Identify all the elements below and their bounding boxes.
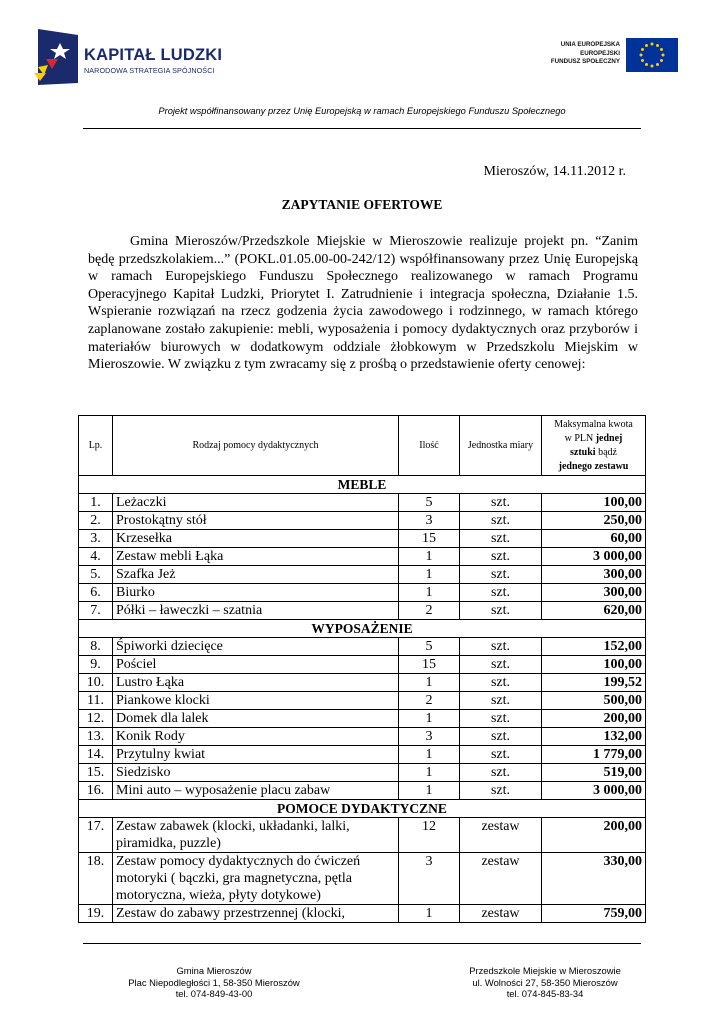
row-lp: 11. bbox=[79, 692, 113, 710]
row-unit: szt. bbox=[460, 638, 542, 656]
footer-right-line2: ul. Wolności 27, 58-350 Mieroszów bbox=[472, 976, 618, 988]
footer-left-line1: Gmina Mieroszów bbox=[176, 965, 252, 976]
footer-divider bbox=[83, 943, 641, 944]
row-max-price: 300,00 bbox=[542, 584, 646, 602]
eu-flag-icon bbox=[626, 38, 678, 72]
row-max-price: 1 779,00 bbox=[542, 746, 646, 764]
row-unit: szt. bbox=[460, 782, 542, 800]
row-max-price: 519,00 bbox=[542, 764, 646, 782]
row-max-price: 200,00 bbox=[542, 818, 646, 853]
row-item-name: Śpiworki dziecięce bbox=[113, 638, 399, 656]
row-unit: szt. bbox=[460, 710, 542, 728]
row-quantity: 2 bbox=[399, 602, 460, 620]
row-lp: 15. bbox=[79, 764, 113, 782]
row-max-price: 759,00 bbox=[542, 905, 646, 923]
header-price-line2: w PLN bbox=[564, 432, 594, 444]
footer-left-line2: Plac Niepodległości 1, 58-350 Mieroszów bbox=[128, 976, 300, 988]
row-unit: szt. bbox=[460, 584, 542, 602]
row-quantity: 2 bbox=[399, 692, 460, 710]
row-unit: szt. bbox=[460, 566, 542, 584]
row-lp: 1. bbox=[79, 494, 113, 512]
row-quantity: 5 bbox=[399, 494, 460, 512]
row-item-name: Zestaw mebli Łąka bbox=[113, 548, 399, 566]
table-header-row bbox=[79, 416, 646, 476]
table-row bbox=[79, 512, 646, 530]
row-max-price: 250,00 bbox=[542, 512, 646, 530]
row-unit: szt. bbox=[460, 764, 542, 782]
row-unit: zestaw bbox=[460, 853, 542, 905]
row-unit: szt. bbox=[460, 602, 542, 620]
row-quantity: 15 bbox=[399, 530, 460, 548]
row-lp: 5. bbox=[79, 566, 113, 584]
header-price-bold3: jednego zestawu bbox=[558, 460, 629, 472]
offer-table bbox=[78, 415, 646, 923]
row-quantity: 1 bbox=[399, 782, 460, 800]
section-row bbox=[79, 620, 646, 638]
row-lp: 7. bbox=[79, 602, 113, 620]
row-max-price: 300,00 bbox=[542, 566, 646, 584]
row-lp: 12. bbox=[79, 710, 113, 728]
row-item-name: Leżaczki bbox=[113, 494, 399, 512]
row-unit: szt. bbox=[460, 548, 542, 566]
row-lp: 9. bbox=[79, 656, 113, 674]
header-price-bold2: sztuki bbox=[570, 446, 596, 458]
row-quantity: 1 bbox=[399, 548, 460, 566]
row-item-name: Półki – ławeczki – szatnia bbox=[113, 602, 399, 620]
row-item-name: Zestaw do zabawy przestrzennej (klocki, bbox=[113, 905, 399, 923]
row-max-price: 132,00 bbox=[542, 728, 646, 746]
row-max-price: 100,00 bbox=[542, 656, 646, 674]
row-item-name: Siedzisko bbox=[113, 764, 399, 782]
footer-kindergarten bbox=[438, 965, 652, 1000]
row-item-name: Lustro Łąka bbox=[113, 674, 399, 692]
row-lp: 16. bbox=[79, 782, 113, 800]
row-quantity: 1 bbox=[399, 905, 460, 923]
header-unit: Jednostka miary bbox=[460, 416, 542, 476]
row-lp: 19. bbox=[79, 905, 113, 923]
header-divider bbox=[83, 128, 641, 129]
row-item-name: Przytulny kwiat bbox=[113, 746, 399, 764]
row-quantity: 1 bbox=[399, 764, 460, 782]
table-row bbox=[79, 638, 646, 656]
row-max-price: 330,00 bbox=[542, 853, 646, 905]
intro-paragraph bbox=[88, 233, 638, 374]
eu-efs-logo bbox=[532, 38, 680, 72]
logo-brand-subtitle: NARODOWA STRATEGIA SPÓJNOŚCI bbox=[84, 66, 215, 75]
table-row bbox=[79, 602, 646, 620]
row-unit: szt. bbox=[460, 728, 542, 746]
header-price-line1: Maksymalna kwota bbox=[554, 418, 633, 430]
logo-brand-name: KAPITAŁ LUDZKI bbox=[84, 46, 223, 64]
row-quantity: 3 bbox=[399, 728, 460, 746]
table-row bbox=[79, 818, 646, 853]
row-quantity: 12 bbox=[399, 818, 460, 853]
eu-logo-line2: EUROPEJSKI bbox=[580, 49, 620, 57]
table-row bbox=[79, 674, 646, 692]
row-lp: 3. bbox=[79, 530, 113, 548]
header-qty: Ilość bbox=[399, 416, 460, 476]
table-row bbox=[79, 710, 646, 728]
section-title: MEBLE bbox=[79, 476, 646, 494]
row-quantity: 1 bbox=[399, 566, 460, 584]
row-max-price: 200,00 bbox=[542, 710, 646, 728]
row-item-name: Biurko bbox=[113, 584, 399, 602]
row-max-price: 100,00 bbox=[542, 494, 646, 512]
table-row bbox=[79, 905, 646, 923]
funding-note: Projekt współfinansowany przez Unię Europejską w ramach Europejskiego Funduszu Społecznego bbox=[158, 106, 566, 116]
table-row bbox=[79, 584, 646, 602]
offer-table-body bbox=[79, 476, 646, 923]
row-item-name: Prostokątny stół bbox=[113, 512, 399, 530]
row-item-name: Konik Rody bbox=[113, 728, 399, 746]
table-row bbox=[79, 566, 646, 584]
table-row bbox=[79, 692, 646, 710]
row-quantity: 1 bbox=[399, 674, 460, 692]
document-title: ZAPYTANIE OFERTOWE bbox=[281, 197, 443, 212]
header-name: Rodzaj pomocy dydaktycznych bbox=[113, 416, 399, 476]
row-max-price: 620,00 bbox=[542, 602, 646, 620]
row-max-price: 3 000,00 bbox=[542, 782, 646, 800]
header-price-line3: bądź bbox=[598, 446, 617, 458]
row-unit: zestaw bbox=[460, 905, 542, 923]
section-row bbox=[79, 800, 646, 818]
row-lp: 14. bbox=[79, 746, 113, 764]
place-date: Mieroszów, 14.11.2012 r. bbox=[483, 164, 626, 179]
row-item-name: Szafka Jeż bbox=[113, 566, 399, 584]
footer-right-line3: tel. 074-845-83-34 bbox=[506, 988, 584, 1000]
row-lp: 6. bbox=[79, 584, 113, 602]
row-quantity: 3 bbox=[399, 853, 460, 905]
row-lp: 8. bbox=[79, 638, 113, 656]
row-quantity: 1 bbox=[399, 710, 460, 728]
row-unit: szt. bbox=[460, 530, 542, 548]
header-price-bold1: jednej bbox=[595, 432, 623, 444]
table-row bbox=[79, 728, 646, 746]
row-lp: 17. bbox=[79, 818, 113, 853]
row-lp: 2. bbox=[79, 512, 113, 530]
table-row bbox=[79, 746, 646, 764]
row-item-name: Krzesełka bbox=[113, 530, 399, 548]
row-quantity: 5 bbox=[399, 638, 460, 656]
row-unit: szt. bbox=[460, 494, 542, 512]
row-item-name: Mini auto – wyposażenie placu zabaw bbox=[113, 782, 399, 800]
row-item-name: Pościel bbox=[113, 656, 399, 674]
table-row bbox=[79, 764, 646, 782]
row-quantity: 1 bbox=[399, 584, 460, 602]
table-row bbox=[79, 853, 646, 905]
kapital-ludzki-logo bbox=[34, 29, 234, 85]
row-item-name: Zestaw pomocy dydaktycznych do ćwiczeń motoryki ( bączki, gra magnetyczna, pętla motoryczna, wieża, płyty dotykowe) bbox=[113, 853, 399, 905]
eu-logo-line3: FUNDUSZ SPOŁECZNY bbox=[550, 58, 620, 65]
row-item-name: Zestaw zabawek (klocki, układanki, lalki, piramidka, puzzle) bbox=[113, 818, 399, 853]
table-row bbox=[79, 548, 646, 566]
row-item-name: Piankowe klocki bbox=[113, 692, 399, 710]
row-unit: szt. bbox=[460, 674, 542, 692]
row-unit: szt. bbox=[460, 512, 542, 530]
row-lp: 18. bbox=[79, 853, 113, 905]
row-quantity: 15 bbox=[399, 656, 460, 674]
section-title: WYPOSAŻENIE bbox=[79, 620, 646, 638]
table-row bbox=[79, 782, 646, 800]
row-unit: zestaw bbox=[460, 818, 542, 853]
table-row bbox=[79, 530, 646, 548]
row-unit: szt. bbox=[460, 746, 542, 764]
section-title: POMOCE DYDAKTYCZNE bbox=[79, 800, 646, 818]
row-max-price: 60,00 bbox=[542, 530, 646, 548]
header-lp: Lp. bbox=[79, 416, 113, 476]
footer-municipality bbox=[104, 965, 324, 1000]
footer-right-line1: Przedszkole Miejskie w Mieroszowie bbox=[469, 965, 621, 976]
row-lp: 10. bbox=[79, 674, 113, 692]
row-max-price: 199,52 bbox=[542, 674, 646, 692]
row-lp: 4. bbox=[79, 548, 113, 566]
row-unit: szt. bbox=[460, 656, 542, 674]
row-max-price: 152,00 bbox=[542, 638, 646, 656]
section-row bbox=[79, 476, 646, 494]
intro-text: Gmina Mieroszów/Przedszkole Miejskie w Mieroszowie realizuje projekt pn. “Zanim będę przedszkolakiem...” (POKL.01.05.00-00-242/12) współfinansowany przez Unię Europejską w ramach Europejskiego Funduszu Społecznego realizowanego w ramach Programu Operacyjnego Kapitał Ludzki, Priorytet I. Zatrudnienie i integracja społeczna, Działanie 1.5. Wspieranie rozwiązań na rzecz godzenia życia zawodowego i rodzinnego, w ramach którego zaplanowane zostało zakupienie: mebli, wyposażenia i pomocy dydaktycznych oraz przyborów i materiałów biurowych w dodatkowym oddziale żłobkowym w Przedszkolu Miejskim w Mieroszowie. W związku z tym zwracamy się z prośbą o przedstawienie oferty cenowej: bbox=[88, 234, 638, 373]
row-quantity: 1 bbox=[399, 746, 460, 764]
kapital-ludzki-emblem-icon bbox=[34, 29, 80, 85]
eu-logo-text bbox=[551, 41, 620, 67]
header-price bbox=[542, 416, 646, 476]
row-unit: szt. bbox=[460, 692, 542, 710]
row-max-price: 500,00 bbox=[542, 692, 646, 710]
row-lp: 13. bbox=[79, 728, 113, 746]
table-row bbox=[79, 656, 646, 674]
eu-logo-line1: UNIA EUROPEJSKA bbox=[560, 41, 620, 48]
table-row bbox=[79, 494, 646, 512]
row-max-price: 3 000,00 bbox=[542, 548, 646, 566]
footer-left-line3: tel. 074-849-43-00 bbox=[175, 988, 253, 1000]
row-item-name: Domek dla lalek bbox=[113, 710, 399, 728]
row-quantity: 3 bbox=[399, 512, 460, 530]
